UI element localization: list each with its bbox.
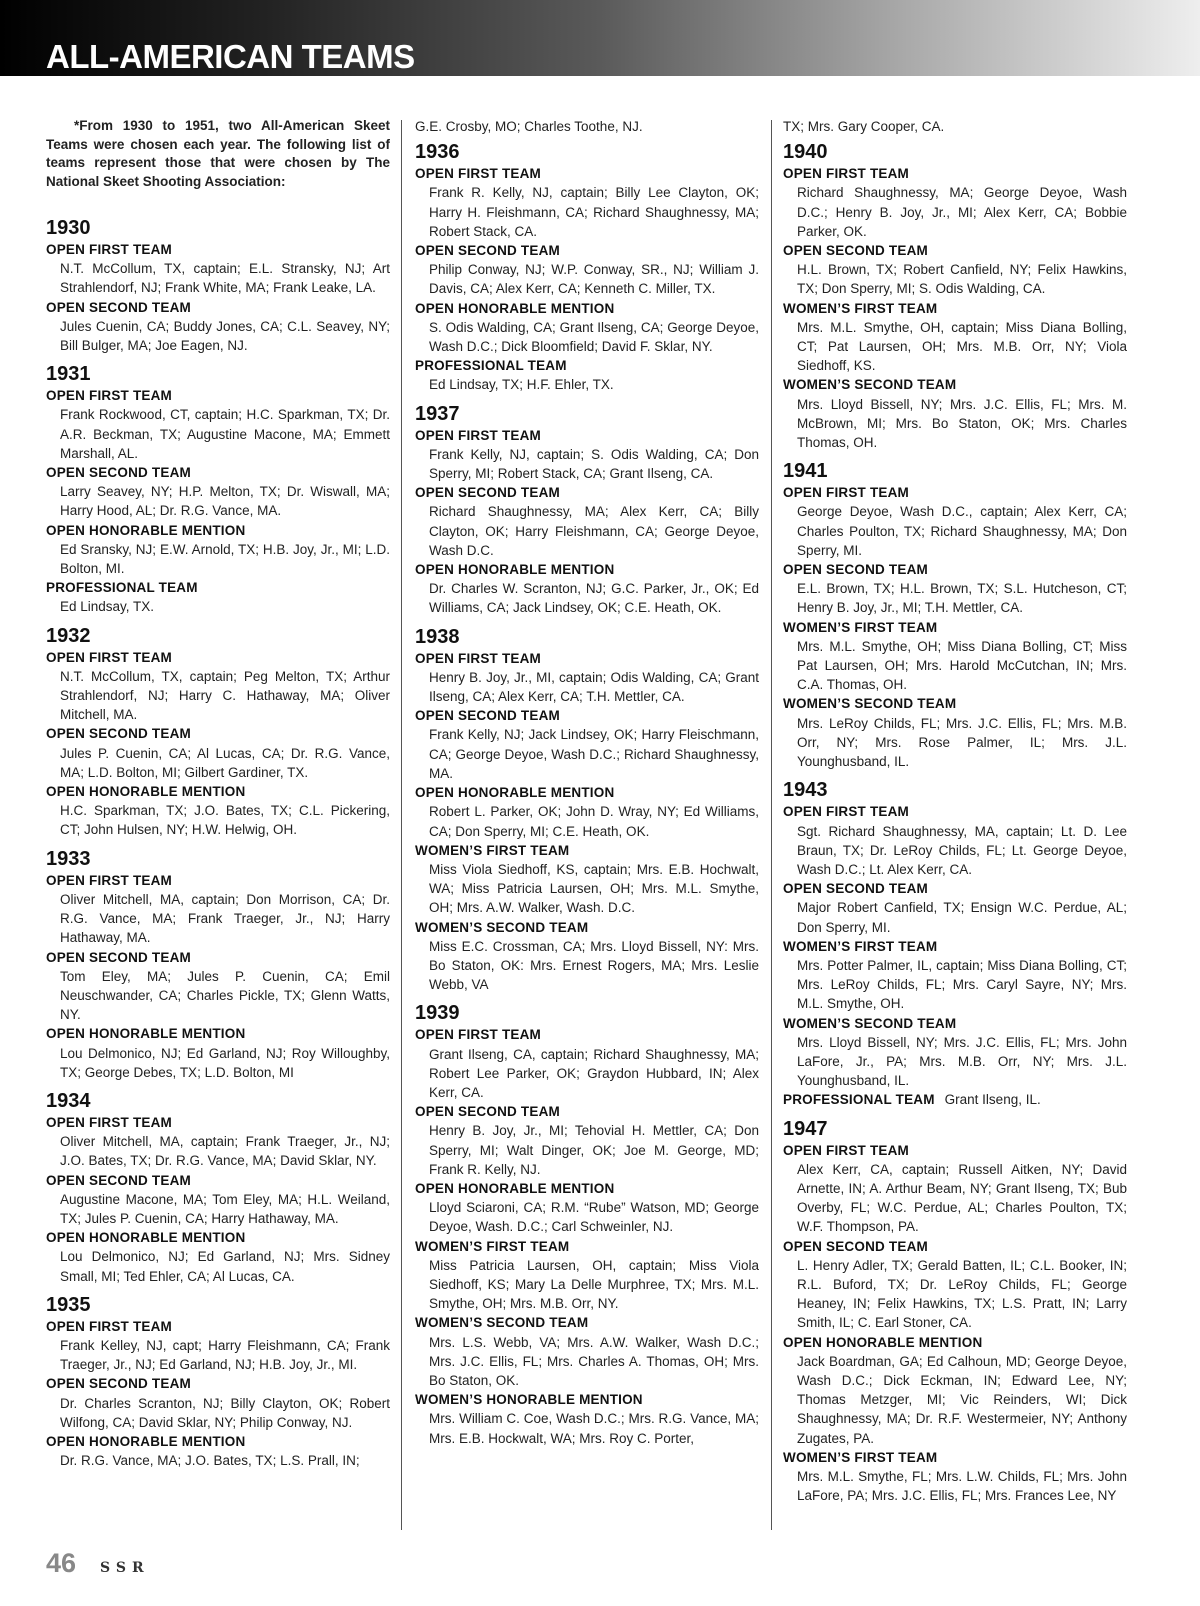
team-members: Dr. R.G. Vance, MA; J.O. Bates, TX; L.S. Prall, IN; (60, 1453, 360, 1469)
team-members: Larry Seavey, NY; H.P. Melton, TX; Dr. Wiswall, MA; Harry Hood, AL; Dr. R.G. Vance, MA. (60, 484, 390, 519)
team-members: Tom Eley, MA; Jules P. Cuenin, CA; Emil Neuschwander, CA; Charles Pickle, TX; Glenn Watts, NY. (60, 968, 390, 1023)
team-members: Major Robert Canfield, TX; Ensign W.C. Perdue, AL; Don Sperry, MI. (797, 900, 1127, 935)
team-entry (415, 560, 759, 618)
column-divider (771, 120, 772, 1530)
team-name: OPEN FIRST TEAM (46, 649, 173, 665)
team-name: OPEN FIRST TEAM (783, 804, 910, 820)
team-name: OPEN FIRST TEAM (415, 650, 542, 666)
publication-name: SSR (100, 1560, 150, 1576)
team-members: E.L. Brown, TX; H.L. Brown, TX; S.L. Hutcheson, CT; Henry B. Joy, Jr., MI; T.H. Mettler, CA. (797, 581, 1127, 616)
year-heading: 1937 (415, 402, 460, 425)
team-entry (46, 948, 390, 1025)
team-entry (783, 241, 1127, 299)
year-list (783, 141, 1127, 1505)
team-members: Henry B. Joy, Jr., MI; Tehovial H. Mettler, CA; Don Sperry, MI; Walt Dinger, OK; Joe M. George, MD; Frank R. Kelly, NJ. (429, 1123, 759, 1177)
team-members: Mrs. Lloyd Bissell, NY; Mrs. J.C. Ellis, FL; Mrs. M. McBrown, MI; Mrs. Bo Staton, OK; Mrs. Charles Thomas, OH. (797, 396, 1127, 451)
team-entry (46, 782, 390, 840)
team-name: OPEN FIRST TEAM (415, 1027, 542, 1043)
year-section (46, 625, 390, 840)
team-members: Ed Lindsay, TX; H.F. Ehler, TX. (429, 377, 614, 393)
team-members: Lou Delmonico, NJ; Ed Garland, NJ; Mrs. Sidney Small, MI; Ted Ehler, CA; Al Lucas, CA. (60, 1249, 390, 1284)
year-heading: 1939 (415, 1002, 460, 1025)
team-entry (46, 871, 390, 948)
year-section (46, 1090, 390, 1286)
year-section (415, 626, 759, 995)
team-members: Mrs. LeRoy Childs, FL; Mrs. J.C. Ellis, FL; Mrs. M.B. Orr, NY; Mrs. Rose Palmer, IL; Mrs. J.L. Younghusband, IL. (797, 715, 1127, 770)
team-members: Mrs. William C. Coe, Wash D.C.; Mrs. R.G. Vance, MA; Mrs. E.B. Hockwalt, WA; Mrs. Roy C. Porter, (429, 1411, 759, 1446)
team-members: Lou Delmonico, NJ; Ed Garland, NJ; Roy Willoughby, TX; George Debes, TX; L.D. Bolton, MI (60, 1045, 390, 1080)
year-section (415, 403, 759, 618)
team-name: OPEN HONORABLE MENTION (415, 562, 615, 578)
team-name: OPEN HONORABLE MENTION (783, 1334, 983, 1350)
team-name: WOMEN’S FIRST TEAM (783, 619, 938, 635)
team-name: PROFESSIONAL TEAM (46, 580, 198, 596)
column-3 (783, 117, 1127, 1537)
team-entry (46, 1317, 390, 1375)
team-name: OPEN HONORABLE MENTION (46, 1433, 246, 1449)
team-entry (783, 1448, 1127, 1506)
continued-text: TX; Mrs. Gary Cooper, CA. (783, 119, 945, 134)
team-members: Ed Sransky, NJ; E.W. Arnold, TX; H.B. Joy, Jr., MI; L.D. Bolton, MI. (60, 541, 390, 577)
team-entry (415, 1237, 759, 1314)
team-members: Sgt. Richard Shaughnessy, MA, captain; Lt. D. Lee Braun, TX; Dr. LeRoy Childs, FL; Lt. George Deyoe, Wash D.C.; Lt. Alex Kerr, CA. (797, 823, 1127, 877)
team-name: WOMEN’S FIRST TEAM (783, 938, 938, 954)
column-1 (46, 117, 390, 1537)
team-name: OPEN FIRST TEAM (783, 1142, 910, 1158)
team-members: Oliver Mitchell, MA, captain; Frank Traeger, Jr., NJ; J.O. Bates, TX; Dr. R.G. Vance, MA; David Sklar, NY. (60, 1134, 390, 1169)
year-list (415, 141, 759, 1448)
team-entry (415, 841, 759, 918)
team-members: Henry B. Joy, Jr., MI, captain; Odis Walding, CA; Grant Ilseng, CA; Alex Kerr, CA; T.H. Mettler, CA. (429, 669, 759, 705)
team-entry (46, 1113, 390, 1171)
year-section (415, 141, 759, 394)
team-entry (415, 1102, 759, 1179)
year-heading: 1941 (783, 460, 828, 483)
team-entry (783, 164, 1127, 241)
team-members: Mrs. L.S. Webb, VA; Mrs. A.W. Walker, Wash D.C.; Mrs. J.C. Ellis, FL; Mrs. Charles A. Thomas, OH; Mrs. Bo Staton, OK. (429, 1334, 759, 1388)
team-entry (415, 1025, 759, 1102)
team-name: WOMEN’S FIRST TEAM (415, 842, 570, 858)
team-entry (415, 1313, 759, 1390)
year-section (46, 848, 390, 1082)
team-entry (415, 164, 759, 241)
year-heading: 1943 (783, 779, 828, 802)
team-name: OPEN FIRST TEAM (415, 427, 542, 443)
team-name: OPEN SECOND TEAM (415, 485, 560, 501)
team-entry (415, 299, 759, 357)
year-section (783, 460, 1127, 771)
team-name: WOMEN’S SECOND TEAM (783, 696, 957, 712)
year-heading: 1947 (783, 1117, 828, 1140)
page-title: ALL-AMERICAN TEAMS (46, 38, 415, 75)
team-members: Dr. Charles Scranton, NJ; Billy Clayton, OK; Robert Wilfong, CA; David Sklar, NY; Philip Conway, NJ. (60, 1395, 390, 1430)
team-name: OPEN FIRST TEAM (415, 166, 542, 182)
team-name: OPEN HONORABLE MENTION (46, 1026, 246, 1042)
team-members: Miss Viola Siedhoff, KS, captain; Mrs. E.B. Hochwalt, WA; Miss Patricia Laursen, OH; Mrs. M.L. Smythe, OH; Mrs. A.W. Walker, Wash. D.C. (429, 861, 759, 916)
team-entry (46, 1374, 390, 1432)
team-name: OPEN SECOND TEAM (783, 562, 928, 578)
team-members: Frank Kelley, NJ, capt; Harry Fleishmann, CA; Frank Traeger, Jr., NJ; Ed Garland, NJ; H.B. Joy, Jr., MI. (60, 1337, 390, 1373)
team-entry (783, 618, 1127, 695)
team-members: Frank Kelly, NJ; Jack Lindsey, OK; Harry Fleischmann, CA; George Deyoe, Wash D.C.; Richard Shaughnessy, MA. (429, 727, 759, 781)
team-name: OPEN FIRST TEAM (783, 485, 910, 501)
team-members: Richard Shaughnessy, MA; George Deyoe, Wash D.C.; Henry B. Joy, Jr., MI; Alex Kerr, CA; Bobbie Parker, OK. (797, 185, 1127, 239)
team-name: PROFESSIONAL TEAM (415, 358, 567, 374)
team-members: Mrs. M.L. Smythe, OH; Miss Diana Bolling, CT; Miss Pat Laursen, OH; Mrs. Harold McCutchan, IN; Mrs. C.A. Thomas, OH. (797, 638, 1127, 693)
page-number: 46 (46, 1548, 77, 1578)
team-entry (415, 706, 759, 783)
page-footer (46, 1548, 150, 1584)
team-entry (783, 694, 1127, 771)
team-members: Frank R. Kelly, NJ, captain; Billy Lee Clayton, OK; Harry H. Fleishmann, CA; Richard Shaughnessy, MA; Robert Stack, CA. (429, 185, 759, 239)
team-members: Oliver Mitchell, MA, captain; Don Morrison, CA; Dr. R.G. Vance, MA; Frank Traeger, Jr., NJ; Harry Hathaway, MA. (60, 891, 390, 946)
team-members: Jack Boardman, GA; Ed Calhoun, MD; George Deyoe, Wash D.C.; Dick Eckman, IN; Edward Lee, NY; Thomas Metzger, MI; Vic Reinders, WI; Dick Shaughnessy, MA; Dr. R.F. Westermeier, NY; Anthony Zugates, PA. (797, 1353, 1127, 1446)
team-entry (783, 1333, 1127, 1448)
team-entry (46, 298, 390, 356)
team-entry (415, 649, 759, 707)
team-entry (46, 463, 390, 521)
year-section (783, 1118, 1127, 1506)
team-members: N.T. McCollum, TX, captain; Peg Melton, TX; Arthur Strahlendorf, NJ; Harry C. Hathaway, MA; Oliver Mitchell, MA. (60, 668, 390, 723)
team-entry (783, 483, 1127, 560)
team-name: WOMEN’S SECOND TEAM (415, 919, 589, 935)
team-entry (783, 1090, 1127, 1109)
team-members: Philip Conway, NJ; W.P. Conway, SR., NJ; William J. Davis, CA; Alex Kerr, CA; Kenneth C. Miller, TX. (429, 262, 759, 297)
team-name: OPEN SECOND TEAM (415, 708, 560, 724)
team-entry (783, 879, 1127, 937)
team-entry (46, 1432, 390, 1470)
team-entry (415, 241, 759, 299)
year-section (415, 1002, 759, 1447)
year-section (783, 141, 1127, 452)
team-name: WOMEN’S HONORABLE MENTION (415, 1392, 643, 1408)
team-name: OPEN SECOND TEAM (46, 1172, 191, 1188)
team-name: OPEN FIRST TEAM (46, 388, 173, 404)
team-members: Ed Lindsay, TX. (60, 599, 155, 615)
year-heading: 1932 (46, 624, 91, 647)
year-heading: 1935 (46, 1293, 91, 1316)
year-list (46, 217, 390, 1470)
team-name: OPEN HONORABLE MENTION (46, 522, 246, 538)
team-entry (783, 560, 1127, 618)
team-members: Miss Patricia Laursen, OH, captain; Miss Viola Siedhoff, KS; Mary La Delle Murphree, TX; Mrs. M.L. Smythe, OH; Mrs. M.B. Orr, NY. (429, 1257, 759, 1312)
team-entry (783, 1014, 1127, 1091)
team-members: S. Odis Walding, CA; Grant Ilseng, CA; George Deyoe, Wash D.C.; Dick Bloomfield; David F. Sklar, NY. (429, 319, 759, 355)
continued-text: G.E. Crosby, MO; Charles Toothe, NJ. (415, 119, 643, 134)
team-entry (783, 937, 1127, 1014)
team-entry (415, 783, 759, 841)
team-entry (415, 1179, 759, 1237)
year-heading: 1940 (783, 141, 828, 164)
team-name: WOMEN’S SECOND TEAM (783, 1015, 957, 1031)
team-name: OPEN HONORABLE MENTION (415, 1180, 615, 1196)
team-name: OPEN SECOND TEAM (46, 299, 191, 315)
column-2 (415, 117, 759, 1537)
team-members: Alex Kerr, CA, captain; Russell Aitken, NY; David Arnette, IN; A. Arthur Beam, NY; Grant Ilseng, TX; Bub Overby, FL; W.C. Perdue, AL; Charles Poulton, TX; W.F. Thompson, PA. (797, 1161, 1127, 1235)
team-members: H.L. Brown, TX; Robert Canfield, NY; Felix Hawkins, TX; Don Sperry, MI; S. Odis Walding, CA. (797, 262, 1127, 297)
team-members: Mrs. M.L. Smythe, OH, captain; Miss Diana Bolling, CT; Pat Laursen, OH; Mrs. M.B. Orr, NY; Viola Siedhoff, KS. (797, 319, 1127, 374)
team-members: Mrs. Potter Palmer, IL, captain; Miss Diana Bolling, CT; Mrs. LeRoy Childs, FL; Mrs. Caryl Sayre, NY; Mrs. M.L. Smythe, OH. (797, 957, 1127, 1012)
team-members: Jules Cuenin, CA; Buddy Jones, CA; C.L. Seavey, NY; Bill Bulger, MA; Joe Eagen, NJ. (60, 318, 390, 354)
year-section (46, 363, 390, 616)
team-name: OPEN HONORABLE MENTION (46, 784, 246, 800)
team-name: OPEN SECOND TEAM (415, 1104, 560, 1120)
year-heading: 1934 (46, 1089, 91, 1112)
team-entry (46, 648, 390, 725)
team-name: WOMEN’S SECOND TEAM (783, 377, 957, 393)
year-section (46, 1294, 390, 1471)
year-heading: 1936 (415, 141, 460, 164)
team-name: OPEN SECOND TEAM (783, 1238, 928, 1254)
team-name: OPEN SECOND TEAM (783, 881, 928, 897)
team-name: OPEN SECOND TEAM (46, 949, 191, 965)
team-name: PROFESSIONAL TEAM (783, 1092, 935, 1108)
team-name: OPEN FIRST TEAM (783, 166, 910, 182)
year-heading: 1930 (46, 217, 91, 239)
year-heading: 1938 (415, 625, 460, 648)
header-bar (0, 0, 1200, 76)
team-entry (783, 375, 1127, 452)
team-members: Jules P. Cuenin, CA; Al Lucas, CA; Dr. R.G. Vance, MA; L.D. Bolton, MI; Gilbert Gardiner, TX. (60, 745, 390, 780)
team-members: Grant Ilseng, CA, captain; Richard Shaughnessy, MA; Robert Lee Parker, OK; Graydon Hubbard, IN; Alex Kerr, CA. (429, 1046, 759, 1100)
team-entry (46, 386, 390, 463)
team-members: Richard Shaughnessy, MA; Alex Kerr, CA; Billy Clayton, OK; Harry Fleishmann, CA; George Deyoe, Wash D.C. (429, 504, 759, 558)
team-entry (415, 356, 759, 394)
intro-note: *From 1930 to 1951, two All-American Skeet Teams were chosen each year. The following list of teams represent those that were chosen by The National Skeet Shooting Association: (46, 118, 390, 189)
team-members: Frank Kelly, NJ, captain; S. Odis Walding, CA; Don Sperry, MI; Robert Stack, CA; Grant Ilseng, CA. (429, 446, 759, 482)
team-members: Mrs. Lloyd Bissell, NY; Mrs. J.C. Ellis, FL; Mrs. John LaFore, Jr., PA; Mrs. M.B. Orr, NY; Mrs. J.L. Younghusband, IL. (797, 1034, 1127, 1089)
team-name: WOMEN’S FIRST TEAM (783, 300, 938, 316)
team-entry (46, 578, 390, 616)
team-members: Mrs. M.L. Smythe, FL; Mrs. L.W. Childs, FL; Mrs. John LaFore, PA; Mrs. J.C. Ellis, FL; Mrs. Frances Lee, NY (797, 1469, 1127, 1504)
team-entry (415, 483, 759, 560)
team-entry (783, 299, 1127, 376)
team-entry (46, 1171, 390, 1229)
team-name: OPEN FIRST TEAM (46, 242, 173, 257)
team-entry (46, 240, 390, 298)
team-name: OPEN SECOND TEAM (46, 726, 191, 742)
team-members: N.T. McCollum, TX, captain; E.L. Stransky, NJ; Art Strahlendorf, NJ; Frank White, MA; Frank Leake, LA. (60, 261, 390, 296)
team-name: OPEN SECOND TEAM (415, 243, 560, 259)
year-section (46, 217, 390, 355)
team-members: H.C. Sparkman, TX; J.O. Bates, TX; C.L. Pickering, CT; John Hulsen, NY; H.W. Helwig, OH. (60, 803, 390, 838)
team-members: L. Henry Adler, TX; Gerald Batten, IL; C.L. Booker, IN; R.L. Buford, TX; Dr. LeRoy Childs, FL; George Heaney, IN; Felix Hawkins, TX; L.S. Pratt, IN; Larry Smith, IL; C. Earl Stoner, CA. (797, 1257, 1127, 1331)
team-entry (415, 1390, 759, 1448)
team-name: WOMEN’S SECOND TEAM (415, 1315, 589, 1331)
team-entry (46, 724, 390, 782)
team-name: WOMEN’S FIRST TEAM (783, 1449, 938, 1465)
team-name: OPEN HONORABLE MENTION (46, 1230, 246, 1246)
team-name: OPEN FIRST TEAM (46, 1318, 173, 1334)
team-members: Miss E.C. Crossman, CA; Mrs. Lloyd Bissell, NY: Mrs. Bo Staton, OK: Mrs. Ernest Rogers, MA; Mrs. Leslie Webb, VA (429, 938, 759, 993)
team-entry (783, 1141, 1127, 1237)
team-entry (46, 521, 390, 579)
team-members: Augustine Macone, MA; Tom Eley, MA; H.L. Weiland, TX; Jules P. Cuenin, CA; Harry Hathaway, MA. (60, 1191, 390, 1226)
team-name: OPEN HONORABLE MENTION (415, 300, 615, 316)
team-entry (46, 1228, 390, 1286)
team-members: Lloyd Sciaroni, CA; R.M. “Rube” Watson, MD; George Deyoe, Wash. D.C.; Carl Schweinler, NJ. (429, 1200, 759, 1235)
team-name: OPEN SECOND TEAM (46, 465, 191, 481)
team-name: OPEN SECOND TEAM (783, 243, 928, 259)
team-members: Robert L. Parker, OK; John D. Wray, NY; Ed Williams, CA; Don Sperry, MI; C.E. Heath, OK. (429, 804, 759, 839)
year-heading: 1931 (46, 363, 91, 386)
column-divider (401, 120, 402, 1530)
team-name: WOMEN’S FIRST TEAM (415, 1238, 570, 1254)
team-entry (415, 426, 759, 484)
team-name: OPEN HONORABLE MENTION (415, 785, 615, 801)
team-entry (783, 802, 1127, 879)
team-members: George Deyoe, Wash D.C., captain; Alex Kerr, CA; Charles Poulton, TX; Richard Shaughnessy, MA; Don Sperry, MI. (797, 504, 1127, 558)
year-heading: 1933 (46, 847, 91, 870)
team-members: Grant Ilseng, IL. (944, 1092, 1041, 1108)
team-entry (46, 1024, 390, 1082)
team-entry (415, 918, 759, 995)
team-name: OPEN SECOND TEAM (46, 1376, 191, 1392)
team-members: Frank Rockwood, CT, captain; H.C. Sparkman, TX; Dr. A.R. Beckman, TX; Augustine Macone, MA; Emmett Marshall, AL. (60, 407, 390, 461)
year-section (783, 779, 1127, 1109)
team-entry (783, 1237, 1127, 1333)
team-name: OPEN FIRST TEAM (46, 1114, 173, 1130)
team-members: Dr. Charles W. Scranton, NJ; G.C. Parker, Jr., OK; Ed Williams, CA; Jack Lindsey, OK; C.E. Heath, OK. (429, 581, 759, 616)
team-name: OPEN FIRST TEAM (46, 872, 173, 888)
